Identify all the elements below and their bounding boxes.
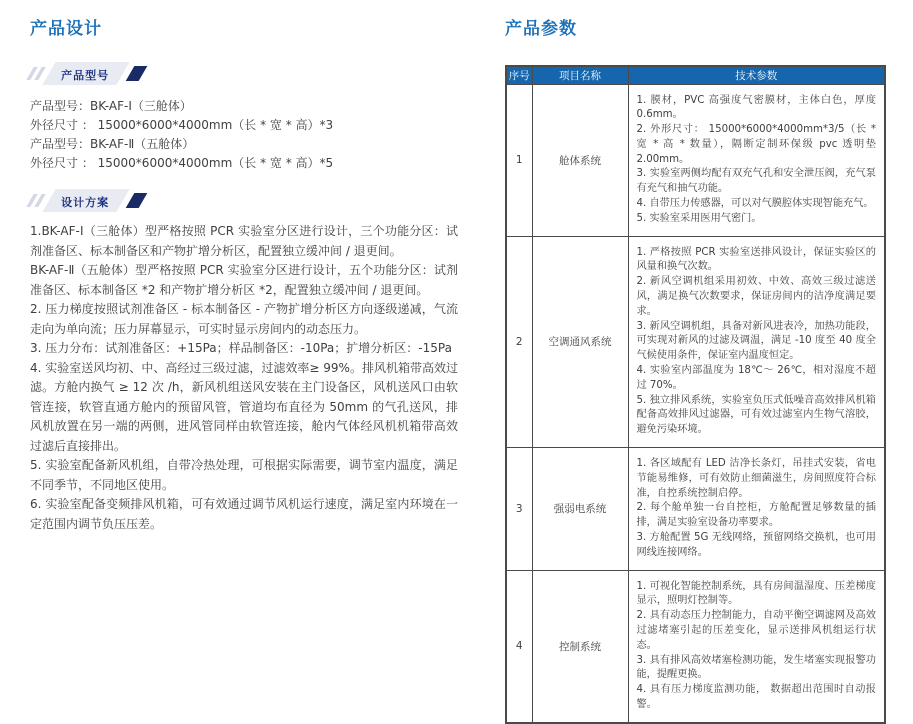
design-plan-badge <box>30 192 458 209</box>
tech-param-line: 3. 新风空调机组，具备对新风进表冷，加热功能段，可实现对新风的过滤及调温，满足 -10 度至 40 度全气候使用条件，保证室内温度恒定。 <box>636 320 876 362</box>
tech-param-line: 2. 外形尺寸： 15000*6000*4000mm*3/5（长 * 宽 * 高 * 数量），隔断定制环保级 pvc 透明垫 2.00mm。 <box>636 124 876 165</box>
badge-slash-icon <box>126 66 148 81</box>
cell-tech-params <box>628 84 885 236</box>
cell-item-name: 控制系统 <box>532 570 628 723</box>
cell-tech-params <box>628 448 885 571</box>
cell-row-number: 2 <box>506 236 532 447</box>
tech-param-line: 3. 具有排风高效堵塞检测功能，发生堵塞实现报警功能，提醒更换。 <box>636 654 876 681</box>
tech-param-line: 1. 膜材，PVC 高强度气密膜材，主体白色，厚度 0.6mm。 <box>636 94 876 121</box>
tech-param-line: 5. 独立排风系统，实验室负压式低噪音高效排风机箱配备高效排风过滤器，可有效过滤室内生物气溶胶，避免污染环境。 <box>636 394 876 436</box>
tech-param-line: 1. 可视化智能控制系统，具有房间温湿度、压差梯度显示，照明灯控制等。 <box>636 580 876 607</box>
params-table-body <box>506 84 885 723</box>
product-design-title: 产品设计 <box>30 19 102 39</box>
product-model-badge-label: 产品型号 <box>61 69 110 82</box>
product-model-badge <box>30 65 458 82</box>
product-params-table <box>505 65 886 724</box>
cell-tech-params <box>628 236 885 447</box>
header-cell-no: 序号 <box>506 66 532 84</box>
header-cell-params: 技术参数 <box>628 66 885 84</box>
cell-row-number: 1 <box>506 84 532 236</box>
tech-param-line: 5. 实验室采用医用气密门。 <box>636 212 762 224</box>
cell-row-number: 3 <box>506 448 532 571</box>
model-spec-line: 外径尺寸 ： 15000*6000*4000mm（长 * 宽 * 高）*3 <box>30 118 334 132</box>
design-plan-paragraphs <box>30 222 458 534</box>
design-plan-paragraph: 2. 压力梯度按照试剂准备区 - 标本制备区 - 产物扩增分析区方向逐级递减，气流走向为单向流；压力屏幕显示，可实时显示房间内的动态压力。 <box>30 302 458 336</box>
tech-param-line: 1. 严格按照 PCR 实验室送排风设计，保证实验区的风量和换气次数。 <box>636 246 876 273</box>
tech-param-line: 2. 新风空调机组采用初效、中效、高效三级过滤送风，满足换气次数要求，保证房间内的洁净度满足要求。 <box>636 276 876 317</box>
badge-slash-icon <box>126 193 148 208</box>
tech-param-line: 4. 实验室内部温度为 18℃～ 26℃，相对湿度不超过 70%。 <box>636 365 876 391</box>
design-plan-badge-label: 设计方案 <box>61 196 110 209</box>
design-plan-paragraph: 4. 实验室送风均初、中、高经过三级过滤，过滤效率≥ 99%。排风机箱带高效过滤。方舱内换气 ≥ 12 次 /h，新风机组送风安装在主门设备区，风机送风口由软管连接，软管直通方舱内的预留风管，管道均布直径为 50mm 的气孔送风，排风机放置在另一端的两侧，进风管同样由软管连接，舱内气体经风机机箱带高效过滤后直接排出。 <box>30 360 458 453</box>
product-design-section <box>30 14 458 534</box>
table-row <box>506 84 885 236</box>
table-row <box>506 570 885 723</box>
cell-tech-params <box>628 570 885 723</box>
tech-param-line: 2. 每个舱单独一台自控柜，方舱配置足够数量的插排，满足实验室设备功率要求。 <box>636 502 876 529</box>
model-spec-line: 外径尺寸 ： 15000*6000*4000mm（长 * 宽 * 高）*5 <box>30 156 334 170</box>
params-table-header-row <box>506 66 885 84</box>
design-plan-badge-box <box>42 189 129 212</box>
design-plan-paragraph: 3. 压力分布：试剂准备区：+15Pa；样品制备区：-10Pa；扩增分析区：-15Pa <box>30 341 452 355</box>
tech-param-line: 3. 实验室两侧均配有双充气孔和安全泄压阀，充气泵有充气和抽气功能。 <box>636 168 876 195</box>
table-row <box>506 448 885 571</box>
design-plan-paragraph: 1.BK-AF-Ⅰ（三舱体）型严格按照 PCR 实验室分区进行设计，三个功能分区：试剂准备区、标本制备区和产物扩增分析区，配置独立缓冲间 / 退更间。 <box>30 224 458 258</box>
cell-item-name: 强弱电系统 <box>532 448 628 571</box>
cell-row-number: 4 <box>506 570 532 723</box>
design-plan-paragraph: BK-AF-Ⅱ（五舱体）型严格按照 PCR 实验室分区进行设计，五个功能分区：试剂准备区、标本制备区 *2 和产物扩增分析区 *2，配置独立缓冲间 / 退更间。 <box>30 263 458 297</box>
tech-param-line: 4. 自带压力传感器，可以对气膜腔体实现智能充气。 <box>636 198 874 210</box>
tech-param-line: 4. 具有压力梯度监测功能， 数据超出范围时自动报警。 <box>636 684 876 710</box>
product-params-title: 产品参数 <box>505 19 577 39</box>
cell-item-name: 舱体系统 <box>532 84 628 236</box>
model-spec-lines <box>30 97 458 173</box>
design-plan-paragraph: 5. 实验室配备新风机组，自带冷热处理，可根据实际需要，调节室内温度，满足不同季节，不同地区使用。 <box>30 458 458 492</box>
params-table-head <box>506 66 885 84</box>
product-params-section <box>505 14 886 724</box>
table-row <box>506 236 885 447</box>
tech-param-line: 1. 各区域配有 LED 洁净长条灯，吊挂式安装，省电节能易维修，可有效防止细菌滋生，房间照度符合标准，自控系统控制启停。 <box>636 458 876 499</box>
cell-item-name: 空调通风系统 <box>532 236 628 447</box>
header-cell-name: 项目名称 <box>532 66 628 84</box>
product-model-badge-box <box>42 62 129 85</box>
tech-param-line: 3. 方舱配置 5G 无线网络，预留网络交换机，也可用网线连接网络。 <box>636 532 876 558</box>
model-spec-line: 产品型号：BK-AF-Ⅱ（五舱体） <box>30 137 195 151</box>
model-spec-line: 产品型号：BK-AF-Ⅰ（三舱体） <box>30 99 192 113</box>
design-plan-paragraph: 6. 实验室配备变频排风机箱，可有效通过调节风机运行速度，满足室内环境在一定范围内调节负压压差。 <box>30 497 458 531</box>
tech-param-line: 2. 具有动态压力控制能力，自动平衡空调滤网及高效过滤堵塞引起的压差变化，显示送排风机组运行状态。 <box>636 610 876 651</box>
